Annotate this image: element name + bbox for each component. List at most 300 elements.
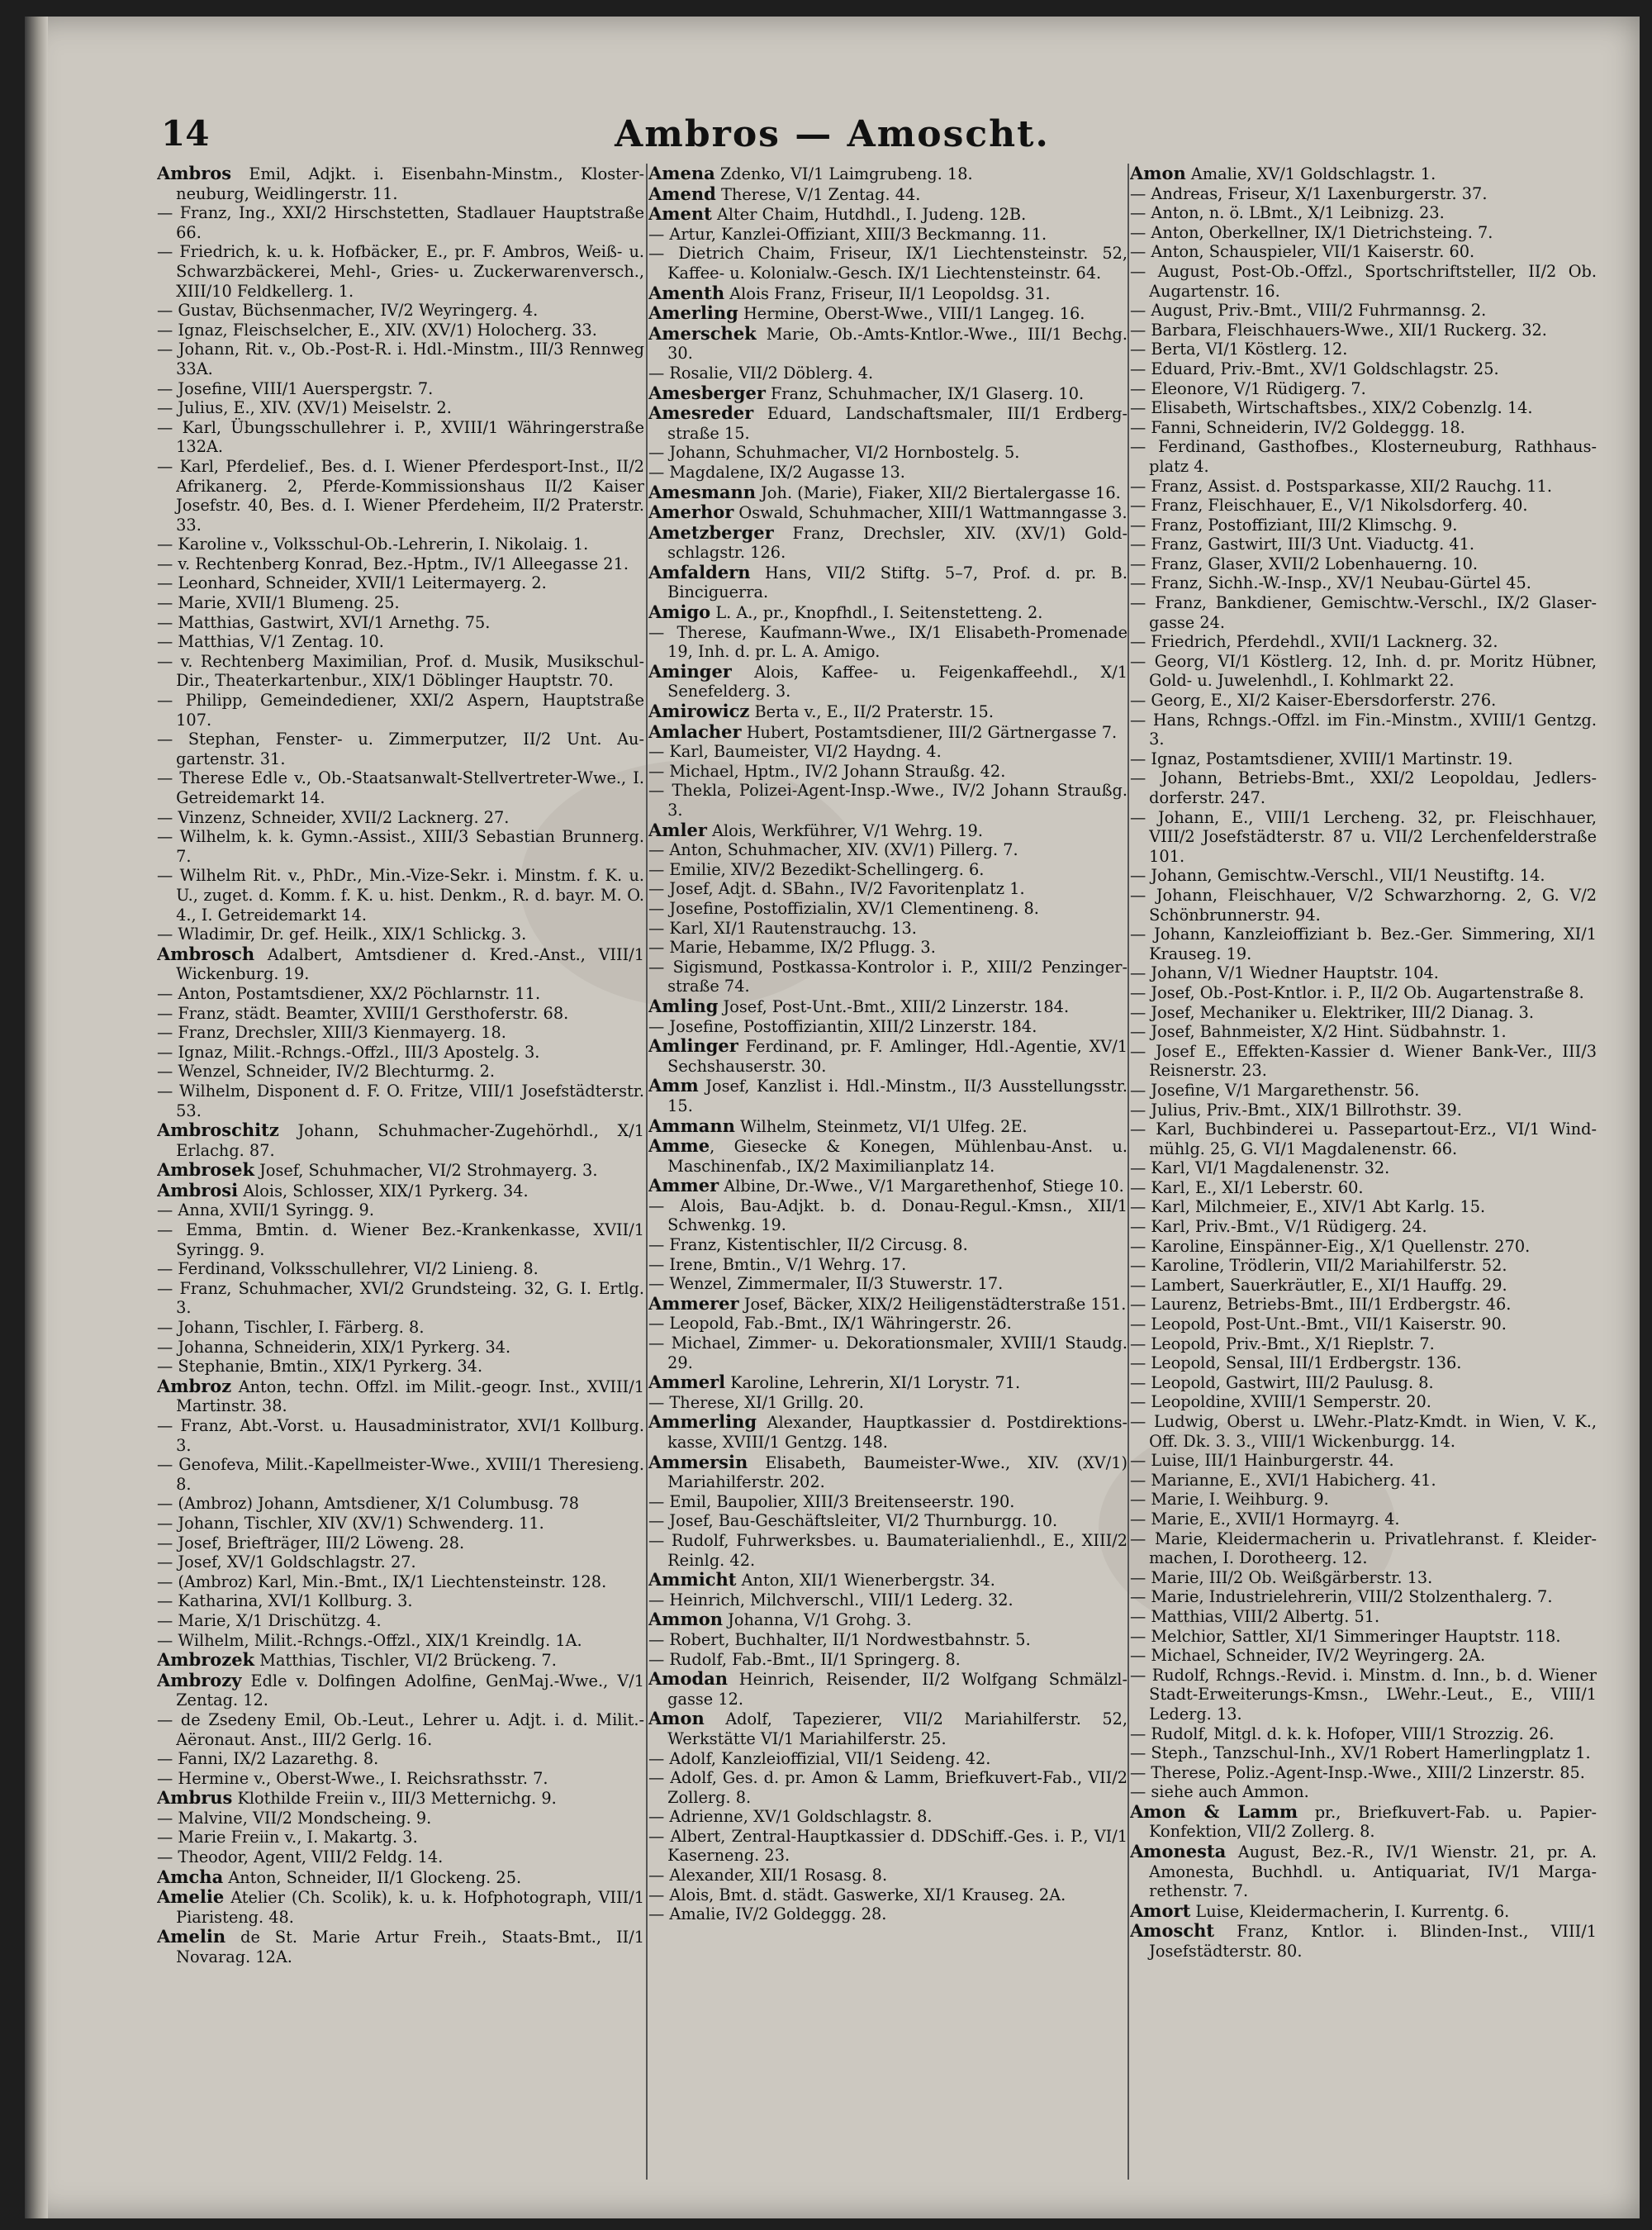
directory-entry [1130, 749, 1597, 769]
directory-entry [1130, 184, 1597, 204]
directory-entry [1130, 1646, 1597, 1666]
directory-entry [157, 944, 644, 984]
directory-entry [648, 781, 1127, 820]
entry-text: — Michael, Schneider, IV/2 Weyringerg. 2A. [1130, 1646, 1486, 1666]
entry-text: — Franz, Ing., XXI/2 Hirschstetten, Stadlauer Hauptstraße 66. [157, 203, 644, 242]
entry-text: — Eleonore, V/1 Rüdigerg. 7. [1130, 378, 1366, 398]
entry-headword: Amodan [648, 1668, 729, 1690]
entry-text: — Rudolf, Fuhrwerksbes. u. Baumaterialienhdl., E., XIII/2 Reinlg. 42. [648, 1530, 1127, 1570]
directory-entry [648, 1036, 1127, 1076]
entry-headword: Ambrozy [157, 1669, 242, 1690]
entry-text: Therese, V/1 Zentag. 44. [715, 184, 921, 204]
entry-text: — Therese Edle v., Ob.-Staatsanwalt-Stellvertreter-Wwe., I. Getreidemarkt 14. [157, 768, 644, 807]
directory-entry [157, 535, 644, 554]
entry-headword: Ambros [157, 164, 232, 183]
directory-entry [648, 1511, 1127, 1531]
directory-entry [1130, 1392, 1597, 1412]
entry-text: — Julius, Priv.-Bmt., XIX/1 Billrothstr. 39. [1130, 1100, 1462, 1120]
entry-text: — Therese, XI/1 Grillg. 20. [648, 1392, 864, 1412]
entry-text: — Fanni, Schneiderin, IV/2 Goldeggg. 18. [1130, 417, 1465, 437]
entry-text: Karoline, Lehrerin, XI/1 Lorystr. 71. [725, 1373, 1021, 1393]
directory-entry [1130, 1120, 1597, 1158]
directory-entry [648, 1176, 1127, 1196]
directory-entry [157, 1887, 644, 1927]
directory-entry [648, 443, 1127, 463]
directory-entry [1130, 711, 1597, 749]
entry-headword: Amesreder [648, 402, 754, 424]
entry-text: — Josef, Ob.-Post-Kntlor. i. P., II/2 Ob. Augartenstraße 8. [1130, 982, 1584, 1002]
entry-text: Alter Chaim, Hutdhdl., I. Judeng. 12B. [711, 205, 1027, 225]
directory-entry [157, 203, 644, 242]
entry-headword: Amort [1130, 1900, 1191, 1921]
directory-entry [1130, 1782, 1597, 1802]
directory-entry [648, 364, 1127, 383]
directory-entry [1130, 1901, 1597, 1922]
directory-entry [157, 1631, 644, 1651]
entry-text: — Luise, III/1 Hainburgerstr. 44. [1130, 1451, 1394, 1471]
entry-text: — Therese, Kaufmann-Wwe., IX/1 Elisabeth-Promenade 19, Inh. d. pr. L. A. Amigo. [648, 622, 1127, 662]
entry-text: — Georg, E., XI/2 Kaiser-Ebersdorferstr. 276. [1130, 691, 1497, 711]
directory-entry [1130, 164, 1597, 184]
entry-text: — Franz, Schuhmacher, XVI/2 Grundsteing. 32, G. I. Ertlg. 3. [157, 1278, 644, 1318]
entry-text: Hubert, Postamtsdiener, III/2 Gärtnergasse 7. [741, 722, 1118, 742]
entry-text: Klothilde Freiin v., III/3 Metternichg. 9. [232, 1789, 557, 1809]
directory-entry [1130, 866, 1597, 886]
entry-headword: Ammerl [648, 1372, 726, 1393]
entry-text: — Wilhelm, Disponent d. F. O. Fritze, VIII/1 Josefstädterstr. 53. [157, 1081, 644, 1120]
entry-text: — (Ambroz) Karl, Min.-Bmt., IX/1 Liechtensteinstr. 128. [157, 1571, 607, 1591]
directory-entry [157, 398, 644, 418]
entry-text: — Georg, VI/1 Köstlerg. 12, Inh. d. pr. Moritz Hübner, Gold- u. Juwelenhdl., I. Kohlmarkt 22. [1130, 651, 1597, 691]
directory-entry [648, 1570, 1127, 1590]
entry-text: — Gustav, Büchsenmacher, IV/2 Weyringerg. 4. [157, 301, 539, 321]
directory-entry [157, 321, 644, 340]
entry-text: — Franz, Bankdiener, Gemischtw.-Verschl., IX/2 Glasergasse 24. [1130, 593, 1597, 632]
entry-text: — Artur, Kanzlei-Offiziant, XIII/3 Beckmanng. 11. [648, 224, 1047, 244]
directory-entry [157, 1552, 644, 1572]
entry-text: — Katharina, XVI/1 Kollburg. 3. [157, 1591, 413, 1611]
directory-entry [1130, 652, 1597, 691]
directory-entry [157, 1160, 644, 1181]
entry-text: — Josef, XV/1 Goldschlagstr. 27. [157, 1552, 416, 1572]
directory-entry [648, 1372, 1127, 1393]
entry-text: — Marie, X/1 Drischützg. 4. [157, 1610, 382, 1630]
entry-headword: Amonesta [1130, 1841, 1227, 1862]
entry-text: — Fanni, IX/2 Lazarethg. 8. [157, 1749, 379, 1769]
entry-text: Matthias, Tischler, VI/2 Brückeng. 7. [254, 1651, 557, 1671]
directory-entry [648, 701, 1127, 722]
entry-text: — siehe auch Ammon. [1130, 1782, 1309, 1802]
entry-text: Franz, Kntlor. i. Blinden-Inst., VIII/1 Josefstädterstr. 80. [1149, 1922, 1597, 1961]
entry-text: — Ferdinand, Gasthofbes., Klosterneuburg, Rathhausplatz 4. [1130, 437, 1597, 476]
entry-text: — Karl, Buchbinderei u. Passepartout-Erz., VI/1 Windmühlg. 25, G. VI/1 Magdalenenstr. 66. [1130, 1120, 1597, 1158]
entry-text: — Karoline, Einspänner-Eig., X/1 Quellenstr. 270. [1130, 1236, 1531, 1256]
directory-entry [157, 730, 644, 768]
entry-text: — Julius, E., XIV. (XV/1) Meiselstr. 2. [157, 398, 452, 418]
directory-entry [1130, 573, 1597, 593]
directory-entry [648, 623, 1127, 662]
directory-entry [157, 1847, 644, 1867]
directory-entry [1130, 1042, 1597, 1081]
directory-entry [1130, 1802, 1597, 1842]
entry-text: Luise, Kleidermacherin, I. Kurrentg. 6. [1190, 1901, 1510, 1921]
column-divider [1127, 164, 1129, 2180]
directory-entry [1130, 1412, 1597, 1451]
entry-headword: Amigo [648, 601, 711, 623]
directory-entry [648, 1274, 1127, 1294]
directory-entry [648, 996, 1127, 1017]
directory-entry [1130, 1334, 1597, 1354]
entry-text: — Anton, n. ö. LBmt., X/1 Leibnizg. 23. [1130, 203, 1445, 223]
directory-entry [1130, 808, 1597, 867]
entry-text: — Robert, Buchhalter, II/1 Nordwestbahnstr. 5. [648, 1629, 1031, 1649]
directory-entry [157, 1279, 644, 1318]
directory-entry [648, 244, 1127, 283]
entry-headword: Ambroschitz [157, 1120, 279, 1141]
entry-text: Franz, Drechsler, XIV. (XV/1) Goldschlagstr. 126. [667, 523, 1127, 563]
entry-text: — Franz, Gastwirt, III/3 Unt. Viaductg. 41. [1130, 535, 1475, 554]
entry-text: Josef, Schuhmacher, VI/2 Strohmayerg. 3. [254, 1161, 598, 1181]
directory-entry [157, 1494, 644, 1514]
directory-entry [1130, 418, 1597, 438]
directory-entry [1130, 437, 1597, 476]
entry-text: Anton, XII/1 Wienerbergstr. 34. [736, 1571, 995, 1590]
entry-text: — Johann, Rit. v., Ob.-Post-R. i. Hdl.-Minstm., III/3 Rennweg 33A. [157, 340, 644, 378]
entry-headword: Ament [648, 203, 712, 225]
entry-text: — Marie, I. Weihburg. 9. [1130, 1490, 1329, 1510]
directory-entry [648, 958, 1127, 996]
directory-entry [1130, 1217, 1597, 1237]
directory-entry [648, 899, 1127, 919]
directory-entry [157, 1416, 644, 1455]
directory-entry [1130, 691, 1597, 711]
directory-entry [1130, 1842, 1597, 1901]
entry-headword: Aminger [648, 660, 732, 682]
entry-text: — Michael, Hptm., IV/2 Johann Straußg. 42. [648, 761, 1006, 781]
entry-text: — Johann, Gemischtw.-Verschl., VII/1 Neustiftg. 14. [1130, 866, 1545, 886]
directory-entry [648, 1294, 1127, 1315]
entry-text: — Josefine, Postoffizialin, XV/1 Clementineng. 8. [648, 898, 1039, 918]
directory-entry [157, 1828, 644, 1847]
directory-entry [1130, 1743, 1597, 1763]
entry-headword: Ambrus [157, 1787, 233, 1809]
entry-headword: Amesmann [648, 481, 757, 502]
entry-text: — Marie, E., XVII/1 Hormayrg. 4. [1130, 1509, 1400, 1529]
entry-text: Alois, Werkführer, V/1 Wehrg. 19. [706, 820, 983, 840]
directory-entry [157, 457, 644, 535]
entry-headword: Ambrosi [157, 1179, 239, 1201]
directory-entry [157, 1749, 644, 1769]
entry-text: — Berta, VI/1 Köstlerg. 12. [1130, 340, 1348, 359]
entry-text: — Steph., Tanzschul-Inh., XV/1 Robert Hamerlingplatz 1. [1130, 1743, 1591, 1763]
directory-entry [648, 1709, 1127, 1748]
entry-text: — Laurenz, Betriebs-Bmt., III/1 Erdbergstr. 46. [1130, 1295, 1512, 1315]
directory-entry [648, 1393, 1127, 1413]
directory-entry [648, 204, 1127, 225]
entry-headword: Amme [648, 1135, 710, 1157]
entry-text: , Giesecke & Konegen, Mühlenbau-Anst. u. Maschinenfab., IX/2 Maximilianplatz 14. [667, 1137, 1127, 1176]
column-divider [646, 164, 648, 2180]
directory-entry [648, 1492, 1127, 1512]
entry-text: Atelier (Ch. Scolik), k. u. k. Hofphotograph, VIII/1 Piaristeng. 48. [176, 1888, 644, 1927]
entry-text: — Friedrich, Pferdehdl., XVII/1 Lacknerg. 32. [1130, 632, 1498, 652]
entry-text: — Adolf, Kanzleioffizial, VII/1 Seideng. 42. [648, 1748, 991, 1768]
entry-text: Wilhelm, Steinmetz, VI/1 Ulfeg. 2E. [734, 1116, 1028, 1136]
entry-text: Elisabeth, Baumeister-Wwe., XIV. (XV/1) Mariahilferstr. 202. [667, 1453, 1127, 1492]
entry-text: — Rudolf, Mitgl. d. k. k. Hofoper, VIII/1 Strozzig. 26. [1130, 1724, 1555, 1743]
entry-text: — Malvine, VII/2 Mondscheing. 9. [157, 1808, 432, 1828]
entry-text: Heinrich, Reisender, II/2 Wolfgang Schmälzlgasse 12. [667, 1670, 1127, 1709]
entry-text: — Alois, Bmt. d. städt. Gaswerke, XI/1 Krauseg. 2A. [648, 1885, 1066, 1904]
directory-entry [648, 164, 1127, 184]
directory-entry [648, 840, 1127, 860]
directory-entry [1130, 242, 1597, 262]
directory-entry [648, 1076, 1127, 1115]
entry-text: — Franz, städt. Beamter, XVIII/1 Gersthoferstr. 68. [157, 1003, 569, 1023]
entry-text: Oswald, Schuhmacher, XIII/1 Wattmanngasse 3. [733, 503, 1127, 523]
directory-entry [648, 1749, 1127, 1769]
directory-entry [1130, 1724, 1597, 1744]
directory-entry [648, 283, 1127, 304]
directory-entry [157, 1769, 644, 1789]
entry-text: Josef, Bäcker, XIX/2 Heiligenstädterstraße 151. [738, 1294, 1127, 1314]
entry-text: — (Ambroz) Johann, Amtsdiener, X/1 Columbusg. 78 [157, 1494, 580, 1514]
entry-text: — Andreas, Friseur, X/1 Laxenburgerstr. 37. [1130, 183, 1488, 203]
directory-entry [648, 483, 1127, 503]
directory-entry [648, 1904, 1127, 1924]
entry-headword: Amfaldern [648, 561, 751, 582]
entry-text: — Franz, Fleischhauer, E., V/1 Nikolsdorferg. 40. [1130, 496, 1528, 516]
entry-text: Alexander, Hauptkassier d. Postdirektionskasse, XVIII/1 Gentzg. 148. [667, 1413, 1127, 1452]
entry-text: — Sigismund, Postkassa-Kontrolor i. P., XIII/2 Penzingerstraße 74. [648, 957, 1127, 996]
entry-text: — Anton, Oberkellner, IX/1 Dietrichsteing. 7. [1130, 222, 1493, 242]
directory-entry [157, 652, 644, 691]
entry-headword: Amend [648, 183, 716, 204]
directory-entry [1130, 321, 1597, 340]
directory-entry [1130, 340, 1597, 359]
entry-text: — Leopold, Post-Unt.-Bmt., VII/1 Kaiserstr. 90. [1130, 1315, 1507, 1334]
directory-entry [1130, 1178, 1597, 1198]
entry-headword: Amon & Lamm [1130, 1800, 1298, 1822]
entry-text: — Franz, Postoffiziant, III/2 Klimschg. 9. [1130, 515, 1458, 535]
entry-headword: Amena [648, 164, 715, 183]
directory-entry [648, 820, 1127, 841]
entry-headword: Ammicht [648, 1569, 737, 1590]
directory-entry [1130, 262, 1597, 301]
directory-entry [648, 860, 1127, 880]
entry-text: — Adolf, Ges. d. pr. Amon & Lamm, Briefkuvert-Fab., VII/2 Zollerg. 8. [648, 1768, 1127, 1807]
entry-text: — Marie, Hebamme, IX/2 Pflugg. 3. [648, 938, 936, 958]
directory-entry [1130, 1022, 1597, 1042]
entry-text: — Eduard, Priv.-Bmt., XV/1 Goldschlagstr. 25. [1130, 359, 1499, 378]
entry-text: — Vinzenz, Schneider, XVII/2 Lacknerg. 27. [157, 807, 510, 827]
directory-entry [157, 1338, 644, 1357]
directory-entry [1130, 1101, 1597, 1120]
entry-text: Anton, techn. Offzl. im Milit.-geogr. Inst., XVIII/1 Martinstr. 38. [176, 1377, 644, 1416]
entry-text: — Irene, Bmtin., V/1 Wehrg. 17. [648, 1254, 907, 1274]
entry-text: — Wilhelm, k. k. Gymn.-Assist., XIII/3 Sebastian Brunnerg. 7. [157, 827, 644, 866]
entry-text: — Franz, Assist. d. Postsparkasse, XII/2 Rauchg. 11. [1130, 476, 1552, 496]
entry-text: — v. Rechtenberg Konrad, Bez.-Hptm., IV/1 Alleegasse 21. [157, 554, 629, 573]
page-number: 14 [161, 113, 210, 154]
entry-headword: Amenth [648, 282, 725, 303]
entry-text: — Genofeva, Milit.-Kapellmeister-Wwe., XVIII/1 Theresieng. 8. [157, 1455, 644, 1494]
entry-text: — Franz, Abt.-Vorst. u. Hausadministrator, XVI/1 Kollburg. 3. [157, 1416, 644, 1455]
entry-text: — Albert, Zentral-Hauptkassier d. DDSchiff.-Ges. i. P., VI/1 Kaserneng. 23. [648, 1826, 1127, 1866]
directory-entry [157, 1062, 644, 1082]
entry-text: — Lambert, Sauerkräutler, E., XI/1 Hauffg. 29. [1130, 1275, 1507, 1295]
directory-entry [157, 573, 644, 593]
entry-headword: Amon [648, 1708, 705, 1729]
entry-text: — v. Rechtenberg Maximilian, Prof. d. Musik, Musikschul-Dir., Theaterkartenbur., XIX/1 Döblinger Hauptstr. 70. [157, 651, 644, 691]
directory-entry [648, 1866, 1127, 1885]
entry-headword: Ammann [648, 1115, 735, 1136]
entry-text: — Karl, Milchmeier, E., XIV/1 Abt Karlg. 15. [1130, 1197, 1486, 1217]
directory-entry [648, 403, 1127, 443]
entry-text: — Johann, Betriebs-Bmt., XXI/2 Leopoldau, Jedlersdorferstr. 247. [1130, 768, 1597, 807]
directory-entry [157, 554, 644, 574]
entry-text: — Theodor, Agent, VIII/2 Feldg. 14. [157, 1847, 444, 1867]
directory-entry [157, 1220, 644, 1259]
entry-headword: Ammerling [648, 1411, 757, 1433]
entry-text: Adolf, Tapezierer, VII/2 Mariahilferstr. 52, Werkstätte VI/1 Mariahilferstr. 25. [667, 1709, 1127, 1748]
directory-entry [648, 1669, 1127, 1709]
entry-text: Franz, Schuhmacher, IX/1 Glaserg. 10. [765, 383, 1085, 403]
entry-text: Johanna, V/1 Grohg. 3. [723, 1610, 912, 1630]
directory-entry [157, 379, 644, 399]
entry-text: — Wilhelm, Milit.-Rchngs.-Offzl., XIX/1 Kreindlg. 1A. [157, 1630, 582, 1650]
directory-entry [648, 502, 1127, 523]
entry-text: — Rudolf, Rchngs.-Revid. i. Minstm. d. Inn., b. d. Wiener Stadt-Erweiterungs-Kmsn., LWehr.-Leut., E., VIII/1 Lederg. 13. [1130, 1665, 1597, 1724]
entry-text: — Ignaz, Fleischselcher, E., XIV. (XV/1) Holocherg. 33. [157, 320, 597, 340]
entry-text: — Josefine, Postoffiziantin, XIII/2 Linzerstr. 184. [648, 1016, 1037, 1036]
entry-text: — Johann, Fleischhauer, V/2 Schwarzhorng. 2, G. V/2 Schönbrunnerstr. 94. [1130, 885, 1597, 925]
entry-headword: Amcha [157, 1866, 224, 1887]
entry-text: — Alexander, XII/1 Rosasg. 8. [648, 1866, 888, 1885]
entry-text: — Matthias, VIII/2 Albertg. 51. [1130, 1606, 1380, 1626]
entry-headword: Ametzberger [648, 521, 774, 543]
directory-entry [648, 1314, 1127, 1334]
directory-entry [157, 1004, 644, 1024]
entry-text: — Magdalene, IX/2 Augasse 13. [648, 462, 905, 482]
entry-text: Anton, Schneider, II/1 Glockeng. 25. [223, 1867, 522, 1887]
entry-text: Hermine, Oberst-Wwe., VIII/1 Langeg. 16. [738, 304, 1085, 324]
entry-text: — Johann, E., VIII/1 Lercheng. 32, pr. Fleischhauer, VIII/2 Josefstädterstr. 87 u. VII/2 Lerchenfelderstraße 101. [1130, 807, 1597, 866]
entry-text: — Johann, Tischler, I. Färberg. 8. [157, 1318, 425, 1338]
entry-text: Alois Franz, Friseur, II/1 Leopoldsg. 31. [724, 283, 1051, 303]
directory-entry [648, 722, 1127, 743]
column-right [1130, 164, 1597, 2196]
entry-text: — Therese, Poliz.-Agent-Insp.-Wwe., XIII/2 Linzerstr. 85. [1130, 1762, 1585, 1782]
entry-text: — Josef, Bau-Geschäftsleiter, VI/2 Thurnburgg. 10. [648, 1511, 1058, 1531]
directory-entry [1130, 983, 1597, 1003]
directory-entry [157, 1181, 644, 1201]
entry-text: — Franz, Sichh.-W.-Insp., XV/1 Neubau-Gürtel 45. [1130, 573, 1531, 593]
entry-text: — Josef E., Effekten-Kassier d. Wiener Bank-Ver., III/3 Reisnerstr. 23. [1130, 1041, 1597, 1081]
entry-text: — Karl, Baumeister, VI/2 Haydng. 4. [648, 742, 942, 762]
directory-entry [1130, 925, 1597, 963]
directory-entry [648, 1768, 1127, 1807]
entry-text: — Karl, Pferdelief., Bes. d. I. Wiener Pferdesport-Inst., II/2 Afrikanerg. 2, Pferde-Kommissionshaus II/2 Kaiser Josefstr. 40, Bes. d. I. Wiener Pferdeheim, II/2 Praterstr. 33. [157, 456, 644, 535]
entry-text: — August, Priv.-Bmt., VIII/2 Fuhrmannsg. 2. [1130, 301, 1487, 321]
entry-headword: Ammerer [648, 1292, 739, 1314]
directory-entry [648, 463, 1127, 483]
directory-entry [648, 324, 1127, 364]
entry-text: — Amalie, IV/2 Goldeggg. 28. [648, 1904, 887, 1924]
entry-headword: Amlacher [648, 720, 742, 742]
directory-entry [157, 1927, 644, 1966]
entry-text: — Matthias, V/1 Zentag. 10. [157, 632, 384, 652]
page-edge-shadow [25, 17, 48, 2218]
entry-headword: Amon [1130, 164, 1186, 183]
directory-entry [157, 164, 644, 203]
entry-text: — Johann, V/1 Wiedner Hauptstr. 104. [1130, 963, 1439, 983]
directory-entry [1130, 223, 1597, 243]
entry-text: — Leopold, Sensal, III/1 Erdbergstr. 136. [1130, 1353, 1462, 1373]
entry-text: — Karl, VI/1 Magdalenenstr. 32. [1130, 1158, 1390, 1178]
directory-entry [648, 919, 1127, 939]
entry-text: — Elisabeth, Wirtschaftsbes., XIX/2 Cobenzlg. 14. [1130, 398, 1533, 418]
directory-entry [1130, 1529, 1597, 1568]
directory-entry [648, 1136, 1127, 1176]
entry-text: — Rosalie, VII/2 Döblerg. 4. [648, 363, 874, 383]
directory-entry [157, 1611, 644, 1631]
directory-entry [648, 662, 1127, 701]
entry-text: — Johanna, Schneiderin, XIX/1 Pyrkerg. 34. [157, 1337, 511, 1357]
directory-entry [157, 1533, 644, 1553]
entry-text: — Stephan, Fenster- u. Zimmerputzer, II/2 Unt. Augartenstr. 31. [157, 730, 644, 768]
directory-entry [648, 938, 1127, 958]
entry-text: — Karl, Priv.-Bmt., V/1 Rüdigerg. 24. [1130, 1217, 1427, 1237]
entry-text: — Anton, Postamtsdiener, XX/2 Pöchlarnstr. 11. [157, 983, 541, 1003]
directory-entry [1130, 1003, 1597, 1023]
entry-text: Josef, Kanzlist i. Hdl.-Minstm., II/3 Ausstellungsstr. 15. [667, 1077, 1127, 1115]
directory-entry [157, 1650, 644, 1671]
entry-headword: Ambrozek [157, 1649, 255, 1671]
directory-entry [157, 925, 644, 944]
directory-entry [1130, 1451, 1597, 1471]
entry-text: — Matthias, Gastwirt, XVI/1 Arnethg. 75. [157, 612, 491, 632]
entry-text: — Rudolf, Fab.-Bmt., II/1 Springerg. 8. [648, 1649, 961, 1669]
entry-text: Marie, Ob.-Amts-Kntlor.-Wwe., III/1 Bechg. 30. [667, 324, 1127, 364]
directory-entry [157, 1201, 644, 1220]
entry-text: — Stephanie, Bmtin., XIX/1 Pyrkerg. 34. [157, 1357, 483, 1377]
entry-text: Adalbert, Amtsdiener d. Kred.-Anst., VIII/1 Wickenburg. 19. [176, 944, 644, 984]
directory-entry [648, 1334, 1127, 1372]
directory-entry [648, 1630, 1127, 1650]
directory-entry [157, 984, 644, 1004]
directory-entry [648, 184, 1127, 205]
directory-entry [157, 827, 644, 866]
directory-entry [1130, 1295, 1597, 1315]
directory-entry [648, 1531, 1127, 1570]
directory-entry [1130, 359, 1597, 379]
entry-text: — Emilie, XIV/2 Bezedikt-Schellingerg. 6. [648, 859, 985, 879]
entry-text: — Alois, Bau-Adjkt. b. d. Donau-Regul.-Kmsn., XII/1 Schwenkg. 19. [648, 1196, 1127, 1235]
directory-entry [1130, 1158, 1597, 1178]
directory-entry [1130, 1510, 1597, 1529]
entry-text: Amalie, XV/1 Goldschlagstr. 1. [1185, 164, 1436, 183]
entry-text: — Barbara, Fleischhauers-Wwe., XII/1 Ruckerg. 32. [1130, 320, 1547, 340]
directory-entry [1130, 1587, 1597, 1607]
entry-text: — Karoline, Trödlerin, VII/2 Mariahilferstr. 52. [1130, 1256, 1507, 1276]
entry-text: — Anton, Schuhmacher, XIV. (XV/1) Pillerg. 7. [648, 840, 1018, 860]
entry-text: August, Bez.-R., IV/1 Wienstr. 21, pr. A. Amonesta, Buchhdl. u. Antiquariat, IV/1 Margarethenstr. 7. [1149, 1842, 1597, 1901]
directory-entry [1130, 1237, 1597, 1257]
directory-entry [648, 1807, 1127, 1827]
directory-entry [1130, 1276, 1597, 1296]
directory-entry [157, 1514, 644, 1533]
